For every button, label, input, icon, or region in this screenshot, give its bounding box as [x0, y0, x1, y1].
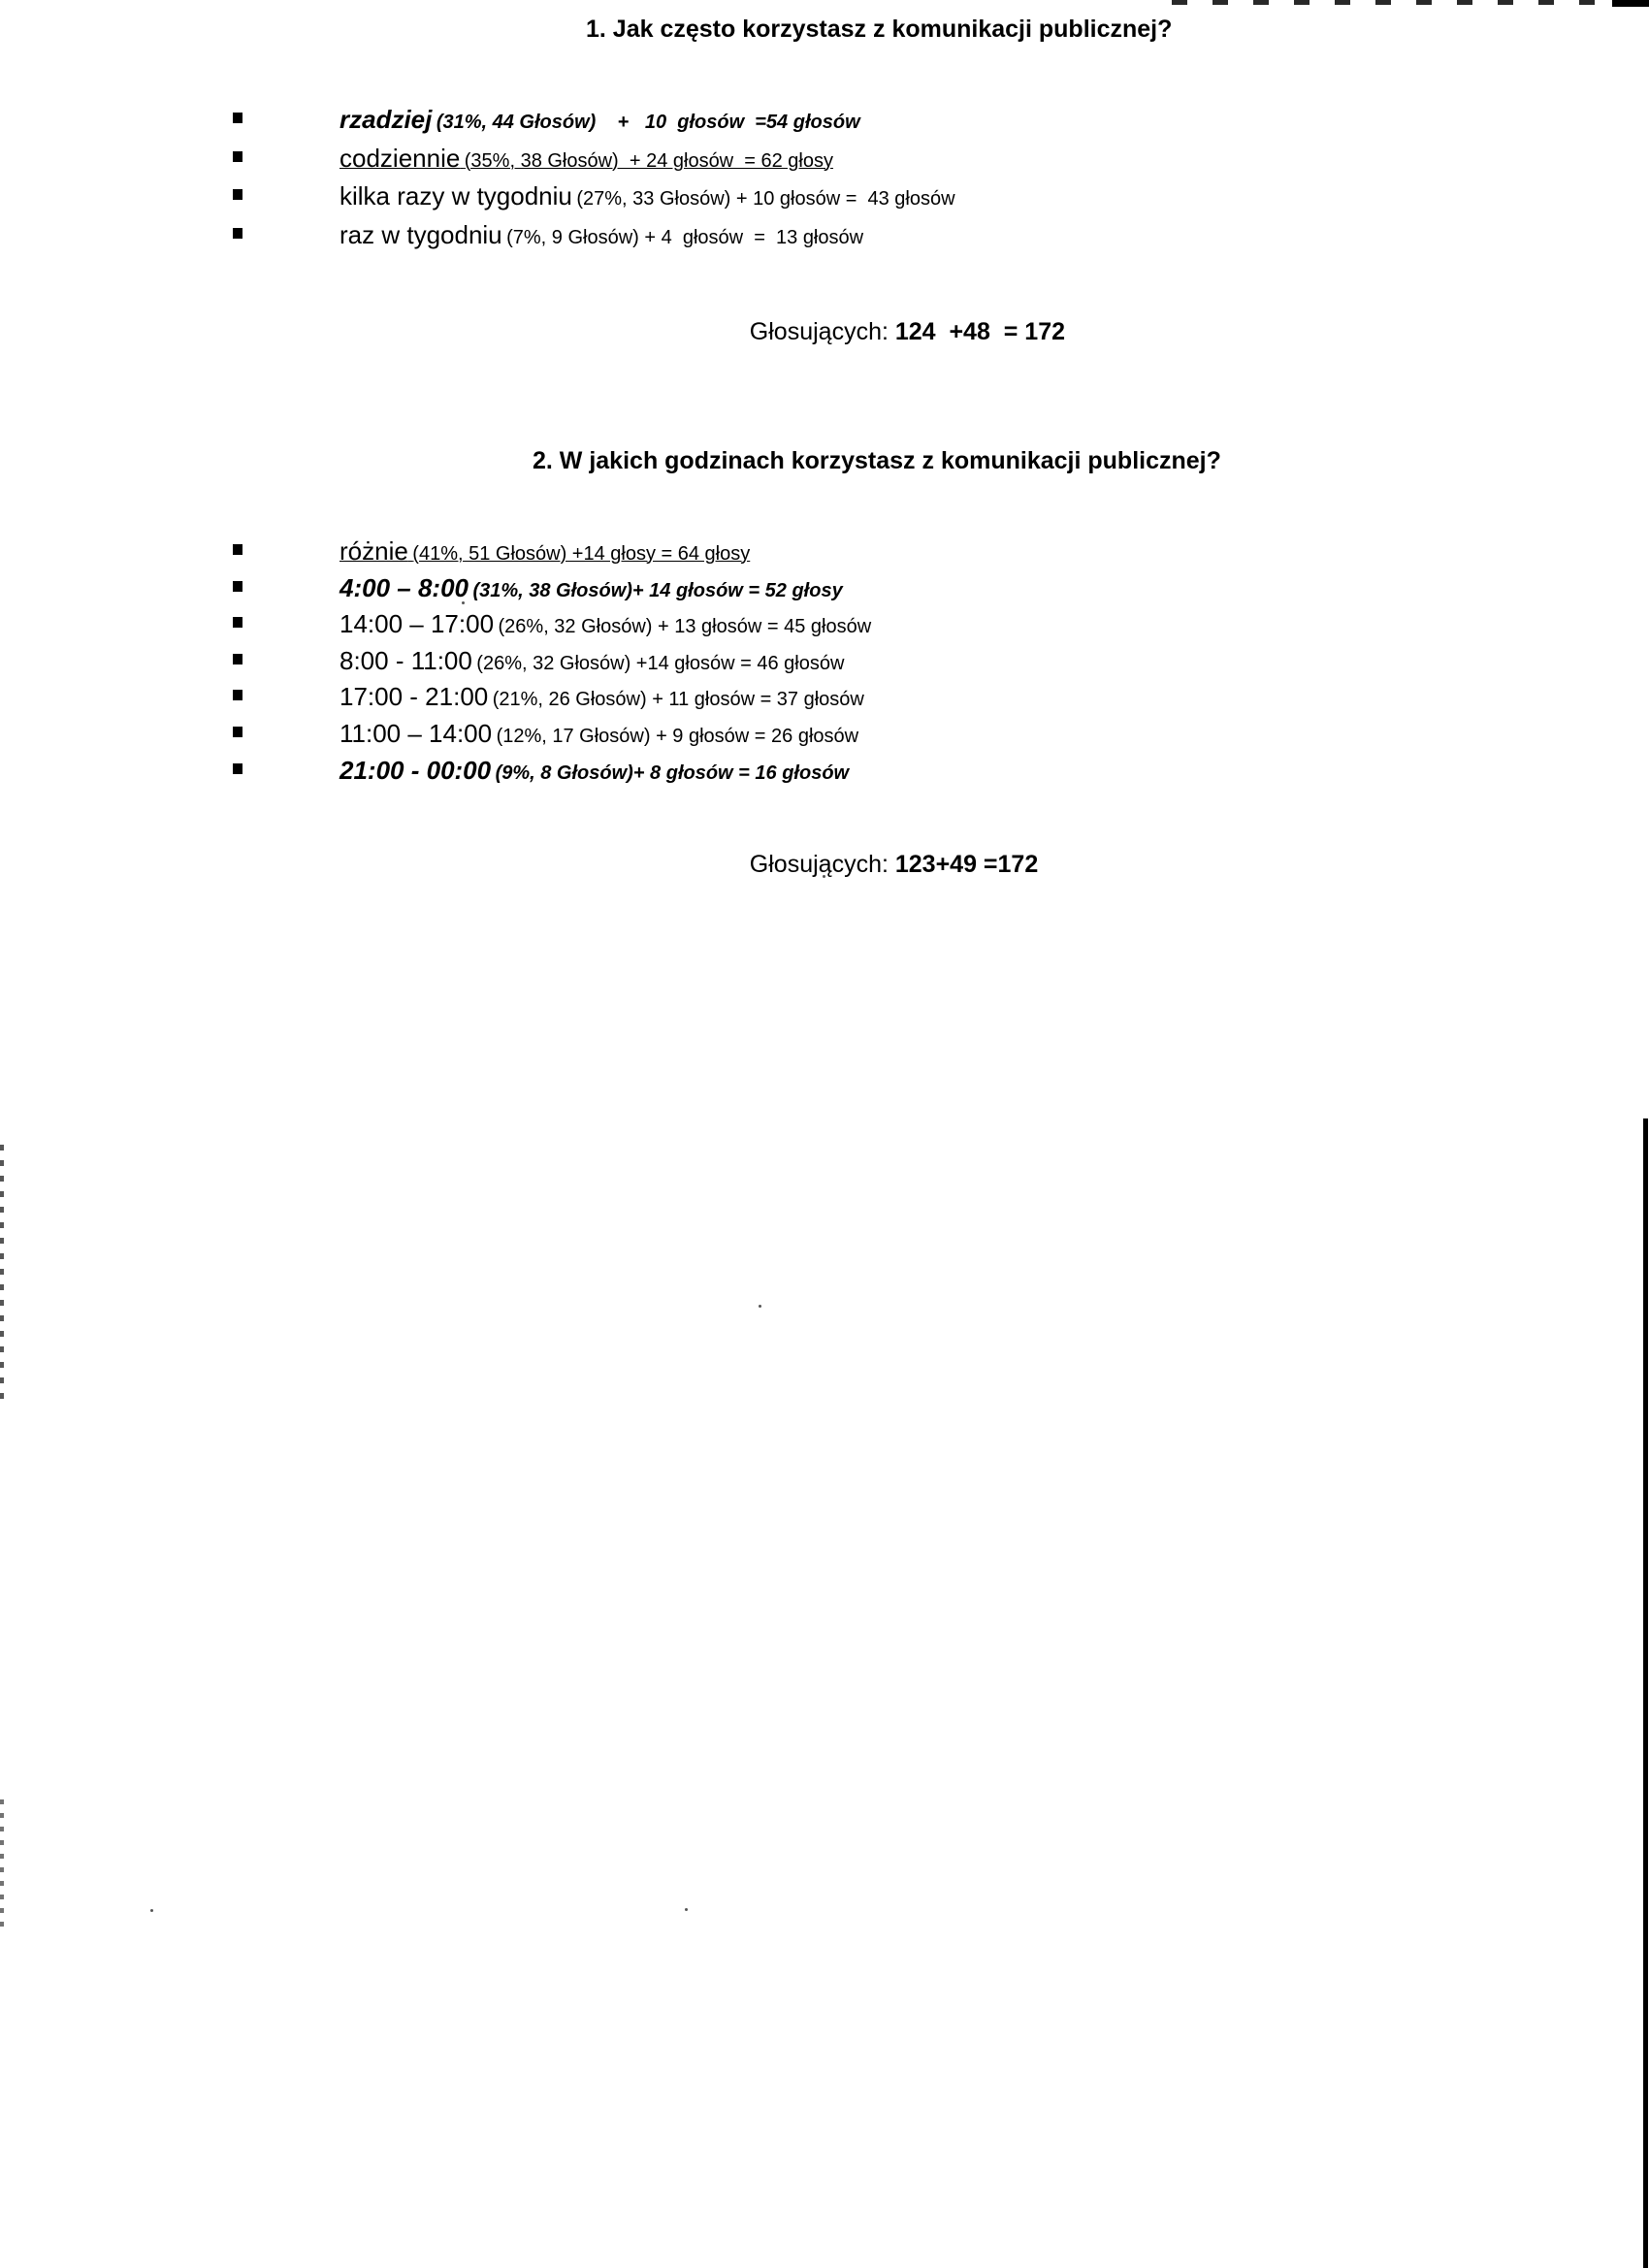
question-1-voters-total [723, 290, 1065, 374]
answer-stats: (31%, 38 Głosów)+ 14 głosów = 52 głosy [472, 579, 843, 601]
scan-speck [685, 1908, 688, 1911]
answer-label: 14:00 – 17:00 [340, 609, 495, 639]
answer-label: rzadziej [340, 105, 433, 134]
list-item [233, 681, 1300, 718]
question-2-answer-list [233, 535, 1300, 791]
scan-artifact-left-edge-marks [0, 1145, 4, 1409]
question-1-heading: 1. Jak często korzystasz z komunikacji publicznej? [586, 16, 1173, 43]
voters-value: 124 +48 = 172 [894, 318, 1066, 345]
answer-label: 11:00 – 14:00 [340, 718, 493, 748]
scan-artifact-right-vertical-line [1643, 1118, 1648, 2268]
bullet-square-icon [233, 151, 242, 162]
list-item [233, 104, 1300, 143]
voters-value: 123+49 =172 [894, 851, 1039, 878]
answer-stats: (9%, 8 Głosów)+ 8 głosów = 16 głosów [495, 761, 850, 784]
answer-label: różnie [340, 536, 408, 566]
list-item [233, 645, 1300, 682]
answer-label: kilka razy w tygodniu [340, 181, 572, 211]
question-1-answer-list [233, 104, 1300, 257]
answer-stats: (41%, 51 Głosów) +14 głosy = 64 głosy [412, 543, 751, 565]
answer-label: codziennie [340, 143, 461, 173]
list-item [233, 718, 1300, 755]
scan-speck [759, 1305, 761, 1308]
question-2-voters-total [723, 823, 1038, 907]
list-item [233, 535, 1300, 572]
answer-label: 17:00 - 21:00 [340, 682, 489, 712]
scan-speck [150, 1909, 153, 1912]
list-item [233, 180, 1300, 219]
list-item [233, 608, 1300, 645]
bullet-square-icon [233, 544, 242, 555]
list-item [233, 219, 1300, 258]
answer-stats: (31%, 44 Głosów) + 10 głosów =54 głosów [436, 112, 860, 133]
answer-label: 4:00 – 8:00 [340, 572, 469, 602]
bullet-square-icon [233, 727, 242, 737]
answer-stats: (21%, 26 Głosów) + 11 głosów = 37 głosów [492, 689, 864, 711]
list-item [233, 755, 1300, 792]
bullet-square-icon [233, 763, 242, 774]
list-item [233, 143, 1300, 181]
scan-artifact-top-right-mark [1612, 0, 1649, 7]
list-item [233, 572, 1300, 609]
bullet-square-icon [233, 228, 242, 239]
answer-label: 8:00 - 11:00 [340, 645, 472, 675]
answer-stats: (27%, 33 Głosów) + 10 głosów = 43 głosów [576, 188, 955, 210]
answer-label: raz w tygodniu [340, 219, 502, 249]
answer-stats: (26%, 32 Głosów) + 13 głosów = 45 głosów [498, 616, 872, 638]
voters-label: Głosujących: [749, 318, 895, 345]
scan-artifact-top-edge-dashes [1172, 0, 1649, 5]
bullet-square-icon [233, 189, 242, 200]
answer-stats: (12%, 17 Głosów) + 9 głosów = 26 głosów [496, 725, 859, 747]
bullet-square-icon [233, 113, 242, 123]
voters-label: Głosujących: [749, 851, 895, 878]
bullet-square-icon [233, 581, 242, 592]
answer-stats: (35%, 38 Głosów) + 24 głosów = 62 głosy [464, 149, 833, 172]
answer-stats: (7%, 9 Głosów) + 4 głosów = 13 głosów [506, 226, 864, 248]
question-2-heading: 2. W jakich godzinach korzystasz z komunikacji publicznej? [533, 447, 1221, 474]
bullet-square-icon [233, 690, 242, 700]
answer-stats: (26%, 32 Głosów) +14 głosów = 46 głosów [476, 652, 845, 674]
bullet-square-icon [233, 617, 242, 628]
bullet-square-icon [233, 654, 242, 664]
answer-label: 21:00 - 00:00 [340, 755, 492, 785]
scan-artifact-left-edge-marks [0, 1799, 4, 1933]
